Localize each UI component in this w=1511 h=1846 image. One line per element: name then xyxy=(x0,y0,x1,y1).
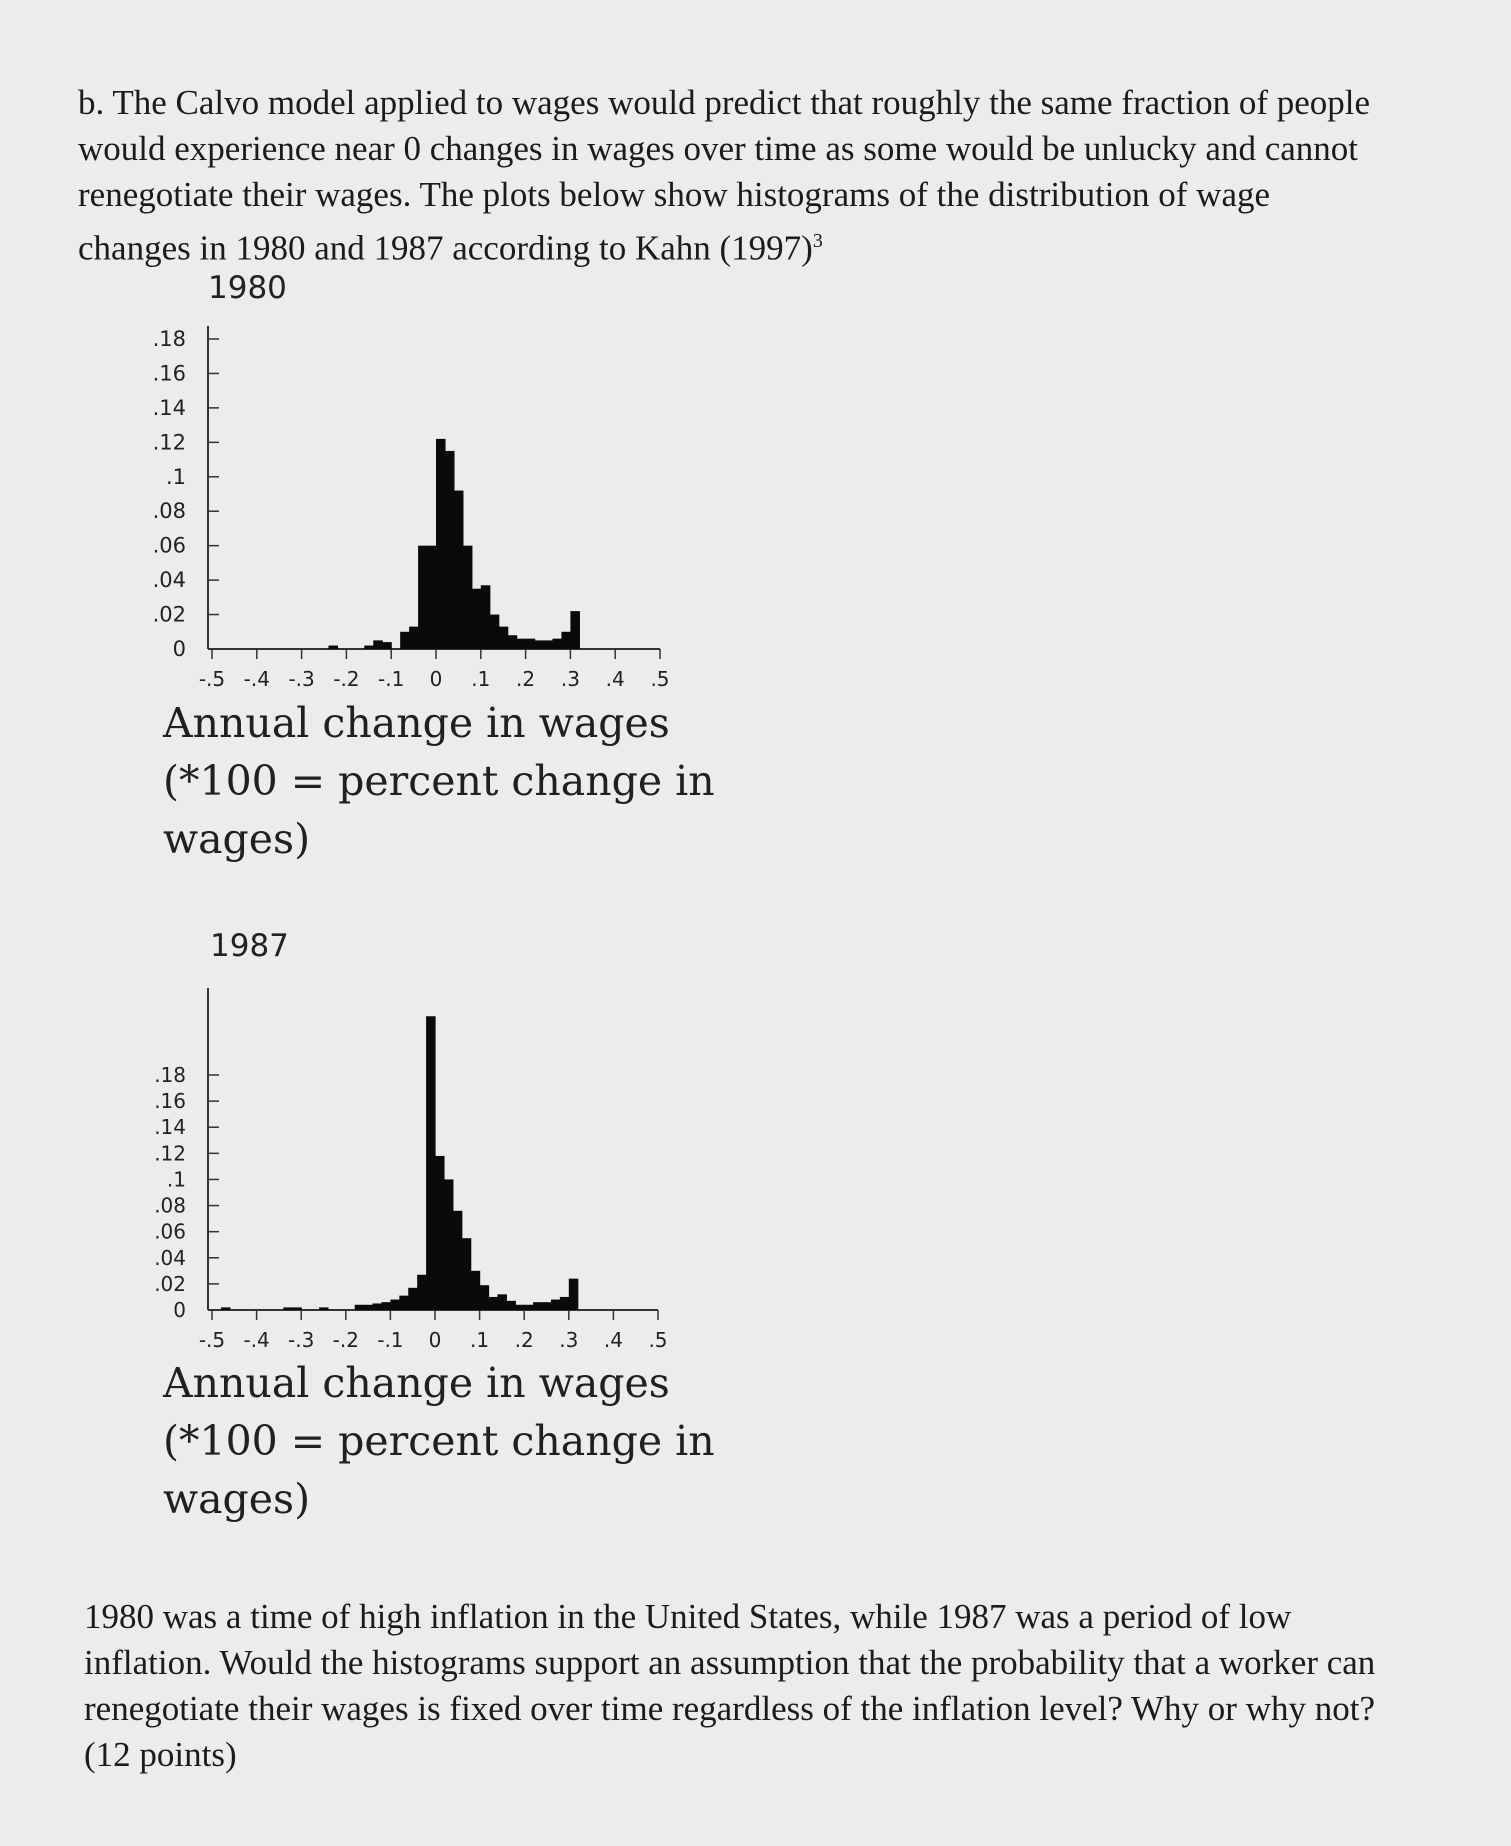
y-tick-label: .02 xyxy=(154,1271,186,1296)
x-tick-label: .5 xyxy=(650,667,670,691)
histogram-bar xyxy=(381,1302,391,1310)
y-tick-label: .14 xyxy=(154,1115,186,1140)
histogram-bar xyxy=(489,1297,499,1310)
histogram-bar xyxy=(426,1016,436,1310)
x-tick-label: 0 xyxy=(429,667,443,691)
y-tick-label: .04 xyxy=(154,1245,186,1270)
x-tick-label: .2 xyxy=(516,667,536,691)
x-tick-label: -.2 xyxy=(333,667,360,691)
intro-line: would experience near 0 changes in wages over time as some would be unlucky and cannot xyxy=(78,129,1358,168)
x-tick-label: -.1 xyxy=(378,667,405,691)
x-tick-label: 0 xyxy=(428,1328,442,1352)
histogram-bar xyxy=(506,1301,516,1310)
x-tick-label: -.5 xyxy=(198,667,226,691)
x-tick-label: -.4 xyxy=(243,667,270,691)
y-tick-label: 0 xyxy=(173,1298,186,1322)
histogram-bar xyxy=(471,1271,481,1310)
histogram-bar xyxy=(569,1279,579,1310)
y-tick-label: .12 xyxy=(154,1141,186,1166)
caption-line: (*100 = percent change in xyxy=(163,757,715,805)
y-tick-label: .06 xyxy=(152,533,186,558)
y-tick-label: .1 xyxy=(166,1167,186,1192)
x-tick-label: .3 xyxy=(560,667,580,691)
y-tick-label: .08 xyxy=(152,499,186,524)
y-tick-label: .06 xyxy=(154,1219,186,1244)
x-tick-label: .3 xyxy=(559,1328,579,1352)
intro-line: renegotiate their wages. The plots below show histograms of the distribution of wage xyxy=(78,175,1271,214)
histogram-bar xyxy=(373,1303,383,1310)
question-line: 1980 was a time of high inflation in the United States, while 1987 was a period of low xyxy=(84,1597,1292,1636)
x-tick-label: -.4 xyxy=(243,1328,270,1352)
x-tick-label: .1 xyxy=(470,1328,490,1352)
x-tick-label: .1 xyxy=(471,667,491,691)
x-tick-label: .2 xyxy=(514,1328,534,1352)
histogram-bar xyxy=(364,1305,374,1310)
footnote-marker: 3 xyxy=(812,230,823,252)
histogram-bar xyxy=(524,1305,534,1310)
histogram-bar xyxy=(515,1305,525,1310)
y-tick-label: .16 xyxy=(154,1089,186,1114)
histogram-bar xyxy=(355,1305,365,1310)
y-tick-label: .18 xyxy=(154,1063,186,1087)
histogram-bar xyxy=(283,1307,293,1310)
intro-line: b. The Calvo model applied to wages would predict that roughly the same fraction of people xyxy=(78,83,1371,122)
chart-title-1980: 1980 xyxy=(208,270,287,306)
histogram-bar xyxy=(560,1297,570,1310)
question-line: renegotiate their wages is fixed over time regardless of the inflation level? Why or why not? xyxy=(84,1689,1376,1728)
y-tick-label: .08 xyxy=(154,1193,186,1218)
y-tick-label: .02 xyxy=(152,602,186,627)
y-tick-label: 0 xyxy=(172,637,186,661)
x-tick-label: -.2 xyxy=(332,1328,359,1352)
x-tick-label: -.5 xyxy=(198,1328,226,1352)
histogram-bar xyxy=(408,1288,418,1310)
histogram-bar xyxy=(435,1156,445,1310)
y-tick-label: .12 xyxy=(152,430,186,455)
question-line: inflation. Would the histograms support an assumption that the probability that a worker can xyxy=(84,1643,1376,1682)
caption-line: (*100 = percent change in xyxy=(163,1417,715,1465)
histogram-bar xyxy=(221,1307,231,1310)
x-tick-label: -.1 xyxy=(377,1328,404,1352)
caption-line: Annual change in wages xyxy=(163,1359,670,1407)
caption-line: Annual change in wages xyxy=(163,699,670,747)
x-tick-label: .4 xyxy=(605,667,625,691)
y-tick-label: .18 xyxy=(152,327,186,351)
histogram-bar xyxy=(533,1302,543,1310)
histogram-bar xyxy=(480,1285,490,1310)
histogram-bar xyxy=(453,1211,463,1310)
intro-line-text: changes in 1980 and 1987 according to Kahn (1997) xyxy=(78,228,813,268)
x-axis-caption-1987 xyxy=(163,1354,763,1528)
y-tick-label: .1 xyxy=(165,464,186,489)
y-tick-label: .16 xyxy=(152,361,186,386)
x-tick-label: -.3 xyxy=(288,667,315,691)
question-paragraph xyxy=(84,1594,1464,1778)
histogram-bar xyxy=(292,1307,302,1310)
histogram-bar xyxy=(497,1294,507,1310)
histogram-bar xyxy=(417,1275,427,1310)
x-tick-label: -.3 xyxy=(288,1328,315,1352)
histogram-bar xyxy=(542,1302,552,1310)
y-tick-label: .14 xyxy=(152,395,186,420)
histogram-bar xyxy=(319,1307,329,1310)
y-tick-label: .04 xyxy=(152,568,186,593)
histogram-bar xyxy=(551,1300,561,1310)
histogram-bar xyxy=(399,1296,409,1310)
histogram-bar xyxy=(390,1300,400,1310)
question-line: (12 points) xyxy=(84,1735,237,1774)
caption-line: wages) xyxy=(163,1475,311,1523)
histogram-bar xyxy=(444,1179,454,1310)
chart-title-1987: 1987 xyxy=(210,928,289,964)
caption-line: wages) xyxy=(163,815,311,863)
x-tick-label: .4 xyxy=(603,1328,623,1352)
histogram-bar xyxy=(462,1238,472,1310)
x-tick-label: .5 xyxy=(648,1328,668,1352)
